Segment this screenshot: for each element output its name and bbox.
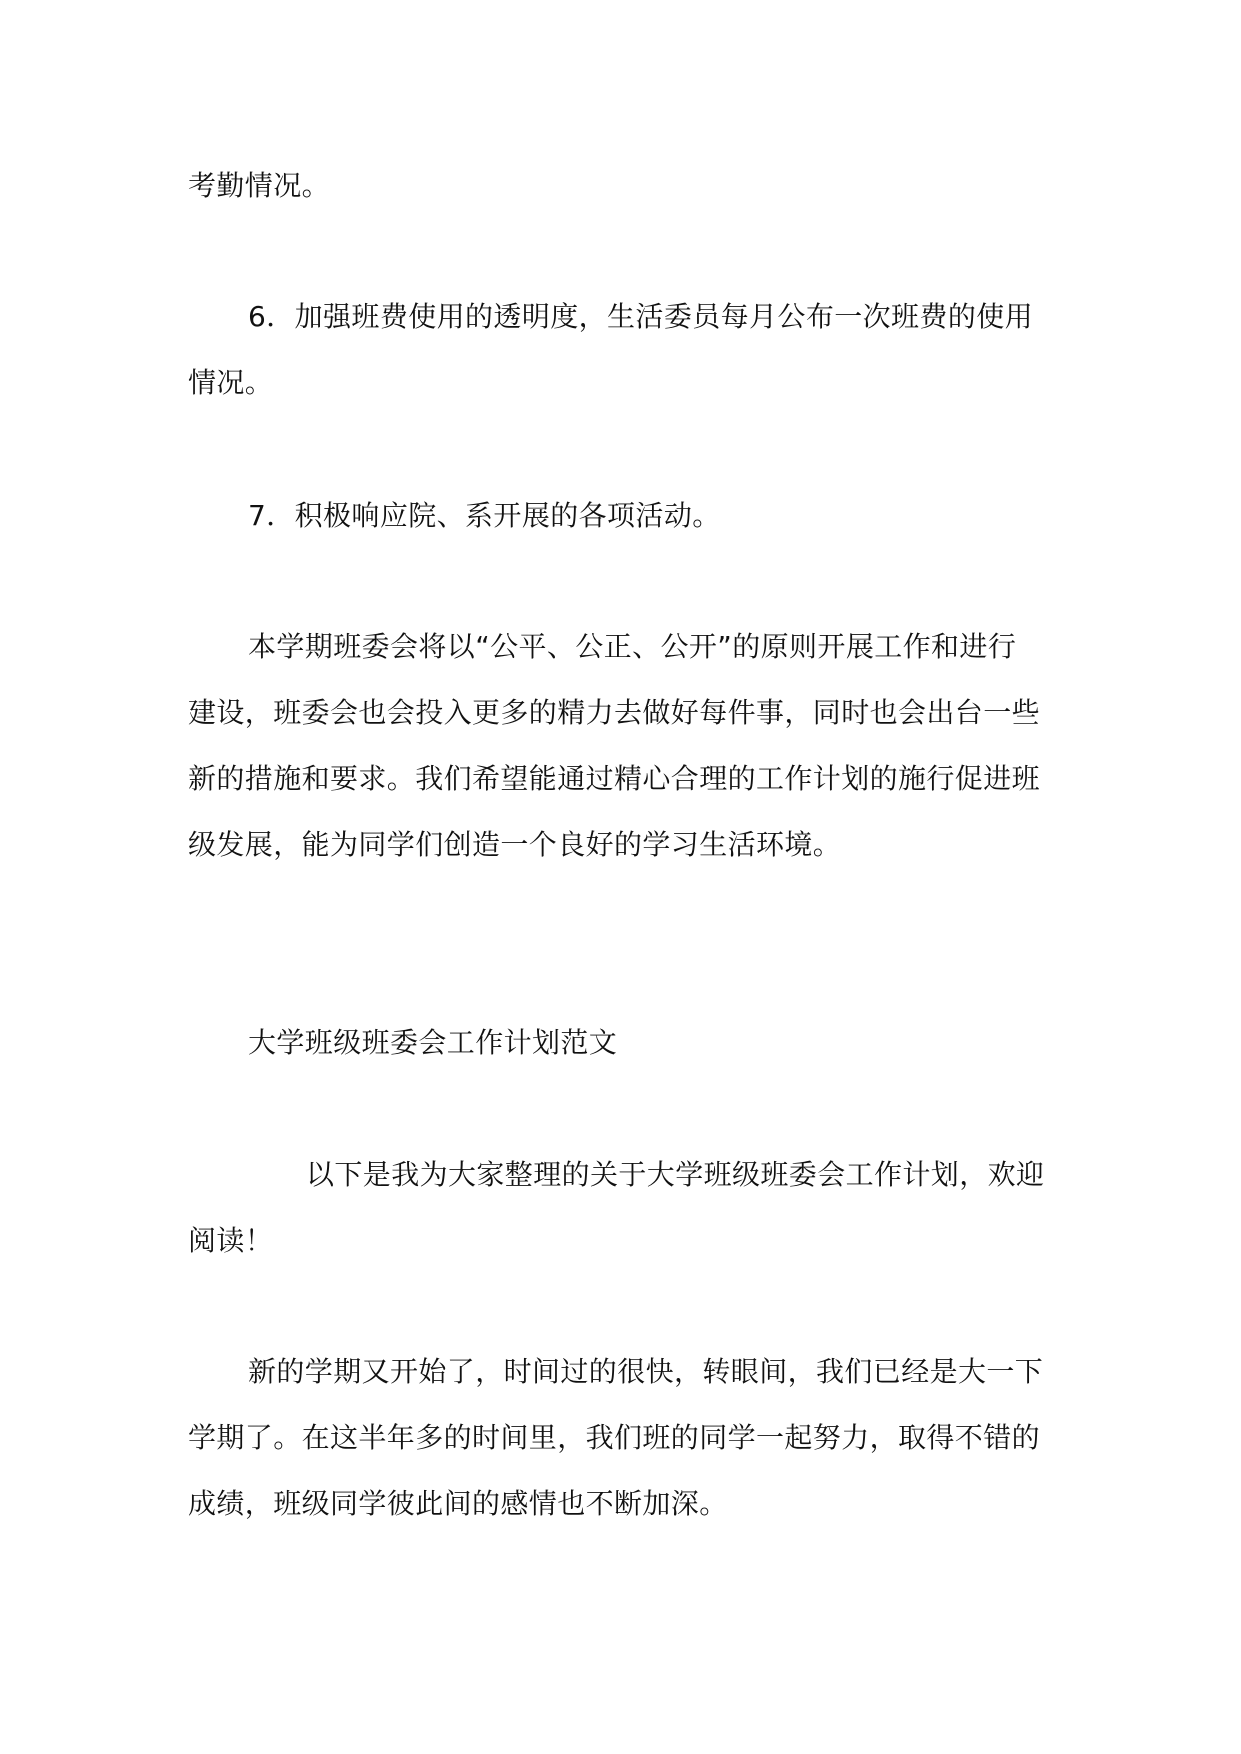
text-line: 考勤情况。 [188, 169, 331, 202]
paragraph-line: 本学期班委会将以“公平、公正、公开”的原则开展工作和进行 [248, 630, 1017, 663]
paragraph-line: 新的措施和要求。我们希望能通过精心合理的工作计划的施行促进班 [188, 762, 1041, 795]
text-line: 情况。 [188, 366, 274, 399]
paragraph-line: 建设，班委会也会投入更多的精力去做好每件事，同时也会出台一些 [188, 696, 1041, 729]
paragraph-line: 新的学期又开始了，时间过的很快，转眼间，我们已经是大一下 [248, 1355, 1044, 1388]
list-item-7-line: 7．积极响应院、系开展的各项活动。 [248, 499, 721, 532]
intro-line: 阅读！ [188, 1224, 274, 1257]
intro-line: 以下是我为大家整理的关于大学班级班委会工作计划，欢迎 [306, 1158, 1045, 1191]
paragraph-line: 级发展，能为同学们创造一个良好的学习生活环境。 [188, 828, 842, 861]
paragraph-line: 成绩，班级同学彼此间的感情也不断加深。 [188, 1487, 728, 1520]
paragraph-line: 学期了。在这半年多的时间里，我们班的同学一起努力，取得不错的 [188, 1421, 1041, 1454]
list-item-6-line: 6．加强班费使用的透明度，生活委员每月公布一次班费的使用 [248, 300, 1034, 333]
section-title: 大学班级班委会工作计划范文 [248, 1026, 618, 1059]
